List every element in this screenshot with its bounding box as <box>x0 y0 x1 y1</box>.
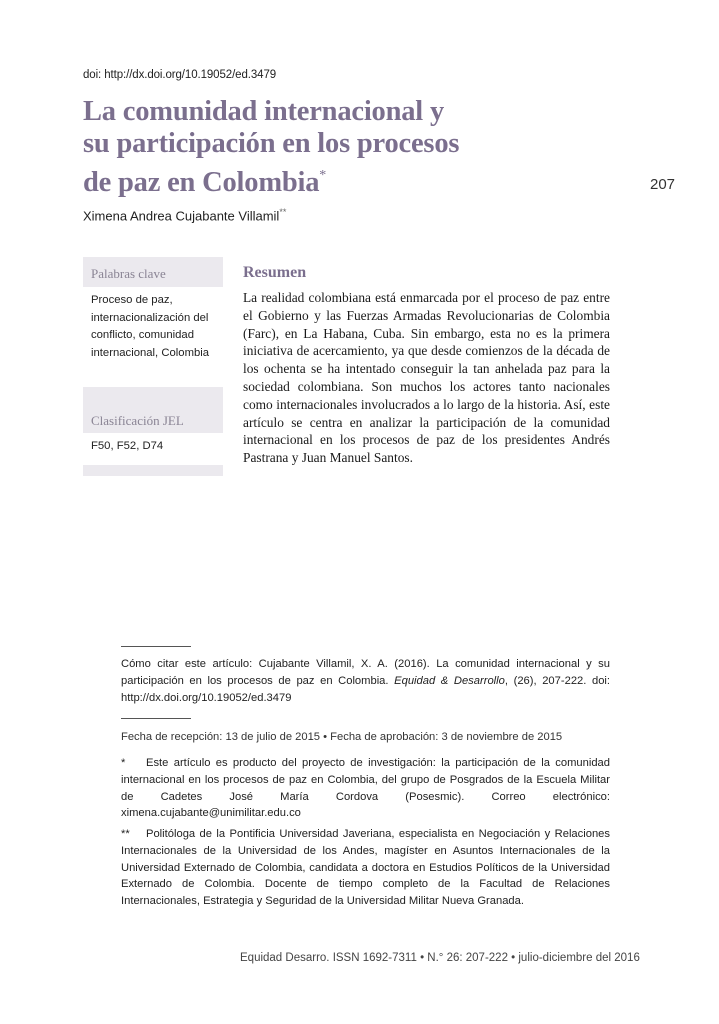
doi-line: doi: http://dx.doi.org/10.19052/ed.3479 <box>83 69 277 81</box>
author-text: Ximena Andrea Cujabante Villamil <box>83 208 280 224</box>
jel-heading: Clasificación JEL <box>91 413 184 428</box>
dates-line: Fecha de recepción: 13 de julio de 2015 • Fecha de aprobación: 3 de noviembre de 2015 <box>121 731 563 743</box>
footnote-1 <box>121 755 610 822</box>
keywords-sidebar <box>83 257 223 476</box>
citation-journal: Equidad & Desarrollo <box>394 675 505 688</box>
title-line-2: su participación en los procesos <box>83 128 460 159</box>
citation-lead: Cómo citar este artículo: Cujabante Villamil, X. A. (2016). La comunidad internacional y su participación en los procesos de paz en Colombia. <box>121 658 610 688</box>
author-name <box>83 207 286 223</box>
article-title <box>83 96 563 199</box>
keywords-heading: Palabras clave <box>91 266 166 281</box>
jel-box <box>83 433 223 465</box>
title-line-3: de paz en Colombia <box>83 167 320 198</box>
footnote-2 <box>121 826 610 910</box>
abstract-heading: Resumen <box>243 264 307 281</box>
dates-rule <box>121 718 191 719</box>
abstract-text: La realidad colombiana está enmarcada por el proceso de paz entre el Gobierno y las Fuerzas Armadas Revolucionarias de Colombia (Farc), en La Habana, Cuba. Sin embargo, esta no es la primera iniciativa de acercamiento, ya que desde comienzos de la década de los ochenta se ha intentado conseguir la tan anhelada paz para la sociedad colombiana. Son muchos los actores tanto nacionales como internacionales involucrados a lo largo de la historia. Así, este artículo se centra en analizar la participación de la comunidad internacional en los procesos de paz de los presidentes Andrés Pastrana y Juan Manuel Santos. <box>243 290 610 466</box>
page-number: 207 <box>650 176 676 193</box>
citation-text <box>121 656 610 708</box>
author-footnote-mark: ** <box>279 207 287 217</box>
jel-codes: F50, F52, D74 <box>91 440 164 452</box>
keywords-box <box>83 287 223 387</box>
citation-rule <box>121 646 191 647</box>
keywords-list: Proceso de paz, internacionalización del conflicto, comunidad internacional, Colombia <box>91 294 210 359</box>
title-footnote-mark: * <box>319 168 327 183</box>
footnote-1-mark: * <box>121 757 126 769</box>
citation-tail: , (26), 207-222. doi: http://dx.doi.org/10.19052/ed.3479 <box>121 675 611 705</box>
footnote-2-mark: ** <box>121 828 130 840</box>
footnote-2-text: Politóloga de la Pontificia Universidad Javeriana, especialista en Negociación y Relaciones Internacionales de la Universidad de los Andes, magíster en Asuntos Internacionales de la Universidad Externado de Colombia, candidata a doctora en Estudios Políticos de la Universidad Externado de Colombia. Docente de tiempo completo de la Facultad de Relaciones Internacionales, Estrategia y Seguridad de la Universidad Militar Nueva Granada. <box>121 828 610 908</box>
title-line-1: La comunidad internacional y <box>83 96 444 127</box>
footnote-1-text: Este artículo es producto del proyecto de investigación: la participación de la comunidad internacional en los procesos de paz en Colombia, del grupo de Posgrados de la Escuela Militar de Cadetes José María Cordova (Posesmic). Correo electrónico: ximena.cujabante@unimilitar.edu.co <box>121 757 610 820</box>
journal-footer: Equidad Desarro. ISSN 1692-7311 • N.° 26: 207-222 • julio-diciembre del 2016 <box>240 952 640 964</box>
